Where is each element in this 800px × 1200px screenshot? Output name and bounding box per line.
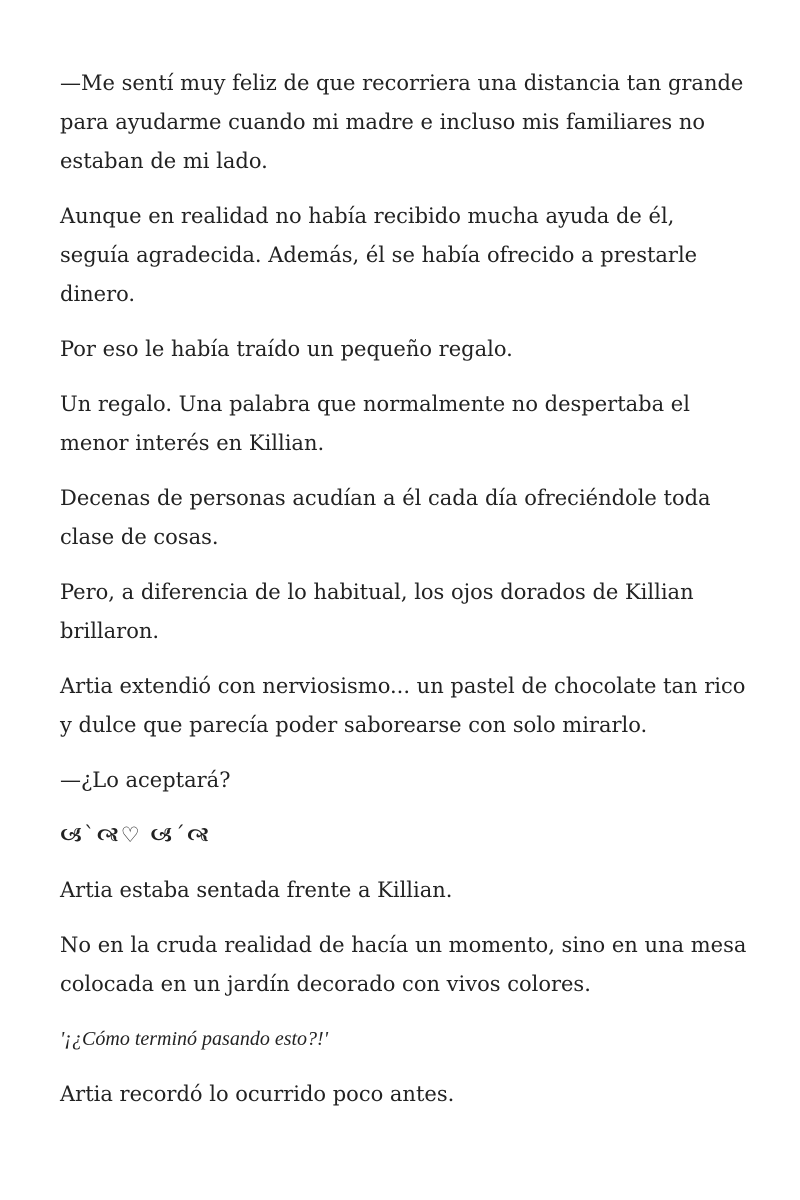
inner-thought: '¡¿Cómo terminó pasando esto?!' [60,1028,328,1050]
paragraph: Pero, a diferencia de lo habitual, los ojos dorados de Killian brillaron. [60,580,694,643]
paragraph: —Me sentí muy feliz de que recorriera una distancia tan grande para ayudarme cuando mi madre e incluso mis familiares no estaban de mi lado. [60,71,744,173]
paragraph: Decenas de personas acudían a él cada día ofreciéndole toda clase de cosas. [60,486,711,549]
paragraph: Aunque en realidad no había recibido mucha ayuda de él, seguía agradecida. Además, él se había ofrecido a prestarle dinero. [60,204,698,306]
document-body [60,64,750,1130]
paragraph: No en la cruda realidad de hacía un momento, sino en una mesa colocada en un jardín decorado con vivos colores. [60,933,747,996]
dialogue-line: —¿Lo aceptará? [60,768,231,792]
paragraph: Artia extendió con nerviosismo... un pastel de chocolate tan rico y dulce que parecía poder saborearse con solo mirarlo. [60,674,746,737]
scene-break-ornament: 🙦`🙧♡ 🙦´🙧 [60,823,212,847]
paragraph: Un regalo. Una palabra que normalmente no despertaba el menor interés en Killian. [60,392,690,455]
paragraph: Por eso le había traído un pequeño regalo. [60,337,513,361]
paragraph: Artia recordó lo ocurrido poco antes. [60,1082,455,1106]
paragraph: Artia estaba sentada frente a Killian. [60,878,453,902]
